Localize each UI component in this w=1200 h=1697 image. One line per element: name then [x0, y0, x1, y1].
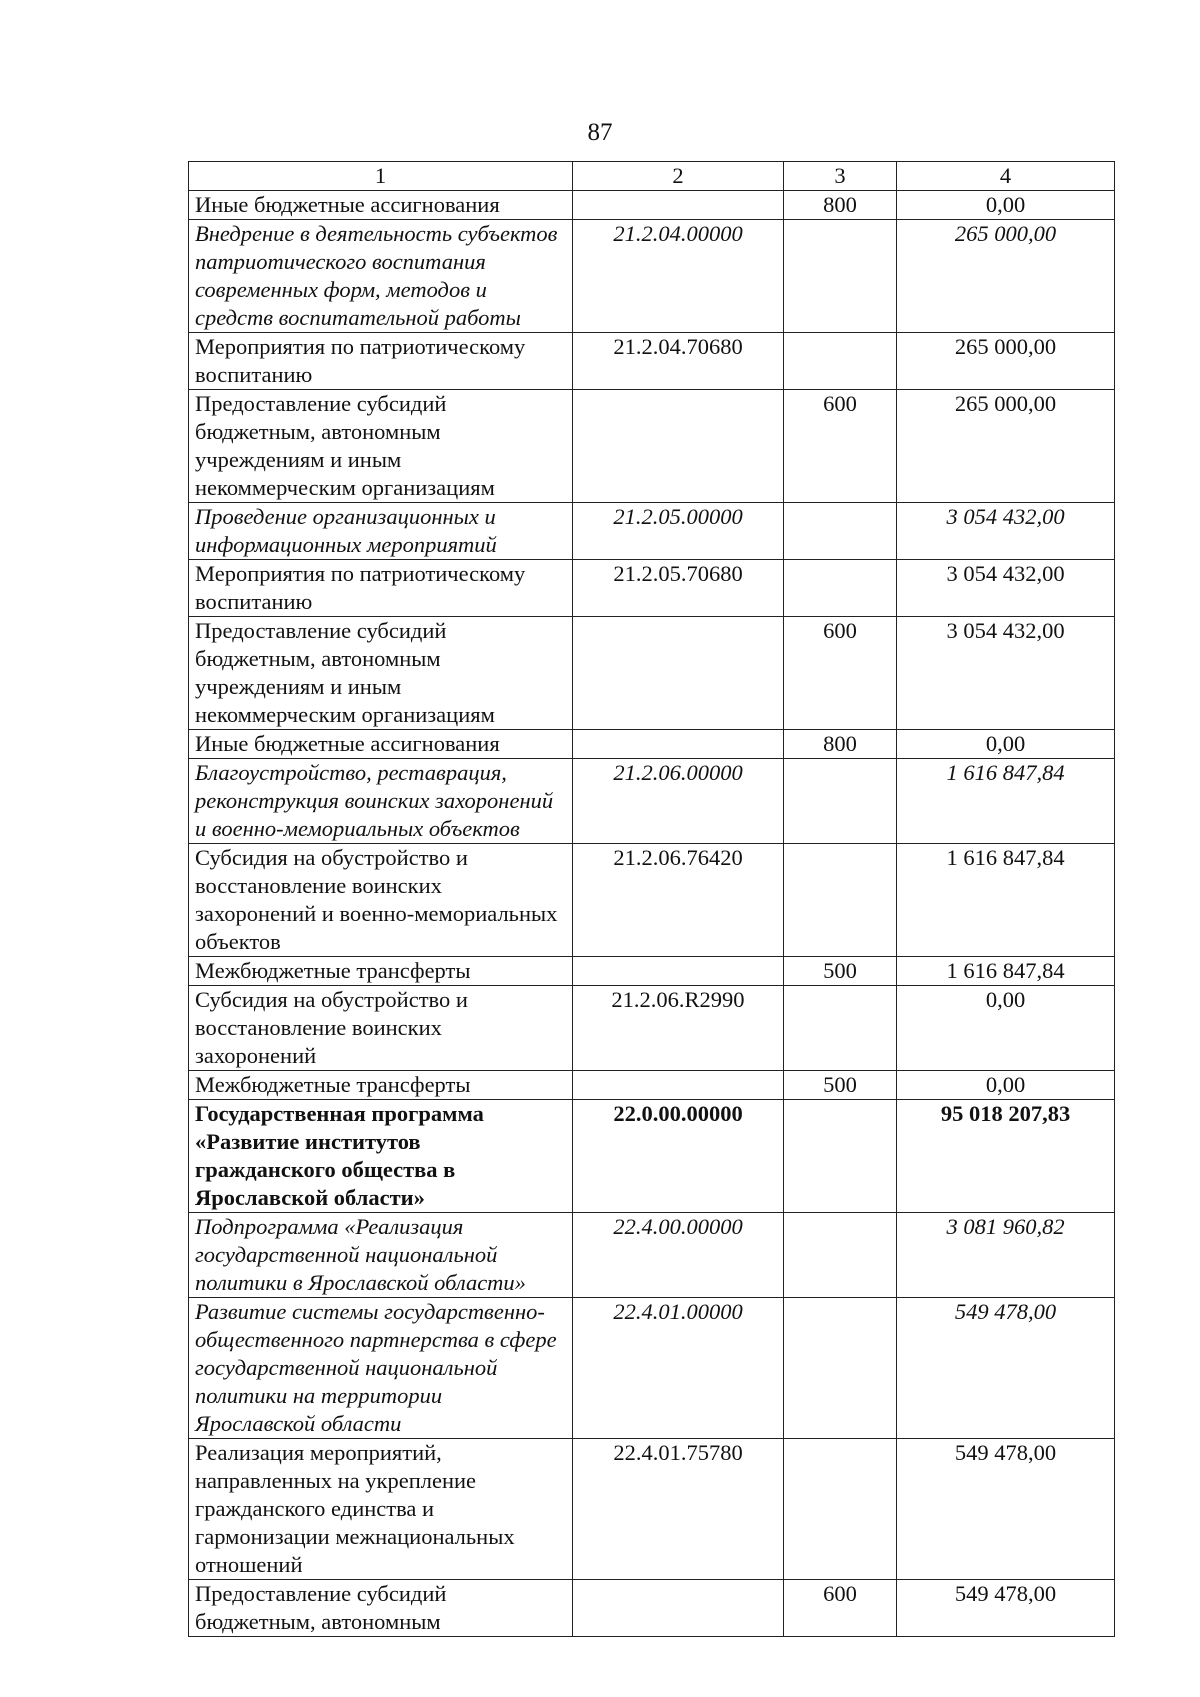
row-amount-cell: 549 478,00: [897, 1580, 1115, 1637]
row-code-cell: [573, 617, 784, 730]
row-code-cell: 22.0.00.00000: [573, 1100, 784, 1213]
row-name-cell: Иные бюджетные ассигнования: [189, 730, 573, 759]
row-type-cell: 500: [784, 1071, 897, 1100]
table-row: [189, 390, 1115, 503]
table-row: [189, 730, 1115, 759]
row-type-cell: 800: [784, 191, 897, 220]
table-row: [189, 617, 1115, 730]
row-code-cell: 22.4.01.75780: [573, 1439, 784, 1580]
row-code-cell: 21.2.05.70680: [573, 560, 784, 617]
table-row: [189, 759, 1115, 844]
row-code-cell: 21.2.06.00000: [573, 759, 784, 844]
row-name-cell: Иные бюджетные ассигнования: [189, 191, 573, 220]
row-code-cell: 21.2.06.76420: [573, 844, 784, 957]
table-row: [189, 1580, 1115, 1637]
row-code-cell: [573, 957, 784, 986]
table-row: [189, 986, 1115, 1071]
row-type-cell: [784, 1439, 897, 1580]
row-amount-cell: 265 000,00: [897, 390, 1115, 503]
table-row: [189, 560, 1115, 617]
row-amount-cell: 1 616 847,84: [897, 759, 1115, 844]
row-amount-cell: 0,00: [897, 1071, 1115, 1100]
row-code-cell: [573, 191, 784, 220]
column-header-3: 3: [784, 162, 897, 191]
row-amount-cell: 3 054 432,00: [897, 560, 1115, 617]
row-amount-cell: 1 616 847,84: [897, 957, 1115, 986]
row-amount-cell: 0,00: [897, 730, 1115, 759]
row-name-cell: Благоустройство, реставрация, реконструкция воинских захоронений и военно-мемориальных объектов: [189, 759, 573, 844]
row-name-cell: Реализация мероприятий, направленных на укрепление гражданского единства и гармонизации межнациональных отношений: [189, 1439, 573, 1580]
row-amount-cell: 3 054 432,00: [897, 617, 1115, 730]
row-name-cell: Субсидия на обустройство и восстановление воинских захоронений и военно-мемориальных объектов: [189, 844, 573, 957]
row-name-cell: Межбюджетные трансферты: [189, 1071, 573, 1100]
table-header-row: [189, 162, 1115, 191]
row-amount-cell: 3 054 432,00: [897, 503, 1115, 560]
row-name-cell: Субсидия на обустройство и восстановление воинских захоронений: [189, 986, 573, 1071]
row-type-cell: [784, 560, 897, 617]
row-type-cell: [784, 1298, 897, 1439]
row-amount-cell: 0,00: [897, 986, 1115, 1071]
row-name-cell: Внедрение в деятельность субъектов патриотического воспитания современных форм, методов и средств воспитательной работы: [189, 220, 573, 333]
row-amount-cell: 1 616 847,84: [897, 844, 1115, 957]
row-amount-cell: 265 000,00: [897, 220, 1115, 333]
row-code-cell: 22.4.00.00000: [573, 1213, 784, 1298]
row-amount-cell: 549 478,00: [897, 1439, 1115, 1580]
row-amount-cell: 0,00: [897, 191, 1115, 220]
table-row: [189, 1298, 1115, 1439]
table-row: [189, 1100, 1115, 1213]
budget-table: [188, 161, 1115, 1637]
table-row: [189, 957, 1115, 986]
column-header-2: 2: [573, 162, 784, 191]
row-name-cell: Предоставление субсидий бюджетным, автономным учреждениям и иным некоммерческим организациям: [189, 617, 573, 730]
table-row: [189, 1439, 1115, 1580]
table-row: [189, 844, 1115, 957]
row-name-cell: Развитие системы государственно-общественного партнерства в сфере государственной национальной политики на территории Ярославской области: [189, 1298, 573, 1439]
row-name-cell: Государственная программа «Развитие институтов гражданского общества в Ярославской области»: [189, 1100, 573, 1213]
row-code-cell: [573, 1580, 784, 1637]
column-header-1: 1: [189, 162, 573, 191]
table-row: [189, 1213, 1115, 1298]
row-amount-cell: 265 000,00: [897, 333, 1115, 390]
row-code-cell: [573, 730, 784, 759]
table-row: [189, 220, 1115, 333]
row-amount-cell: 95 018 207,83: [897, 1100, 1115, 1213]
page-number: 87: [587, 119, 613, 146]
row-code-cell: 21.2.04.00000: [573, 220, 784, 333]
row-type-cell: 800: [784, 730, 897, 759]
row-amount-cell: 549 478,00: [897, 1298, 1115, 1439]
table-row: [189, 191, 1115, 220]
row-amount-cell: 3 081 960,82: [897, 1213, 1115, 1298]
row-type-cell: [784, 220, 897, 333]
row-name-cell: Мероприятия по патриотическому воспитанию: [189, 333, 573, 390]
column-header-4: 4: [897, 162, 1115, 191]
row-name-cell: Подпрограмма «Реализация государственной национальной политики в Ярославской области»: [189, 1213, 573, 1298]
table-row: [189, 333, 1115, 390]
row-type-cell: 600: [784, 1580, 897, 1637]
row-code-cell: 21.2.05.00000: [573, 503, 784, 560]
row-name-cell: Предоставление субсидий бюджетным, автономным: [189, 1580, 573, 1637]
table-row: [189, 503, 1115, 560]
row-name-cell: Межбюджетные трансферты: [189, 957, 573, 986]
row-type-cell: [784, 1213, 897, 1298]
row-code-cell: [573, 390, 784, 503]
row-type-cell: [784, 986, 897, 1071]
row-type-cell: [784, 1100, 897, 1213]
row-code-cell: 22.4.01.00000: [573, 1298, 784, 1439]
row-code-cell: [573, 1071, 784, 1100]
row-name-cell: Предоставление субсидий бюджетным, автономным учреждениям и иным некоммерческим организациям: [189, 390, 573, 503]
row-type-cell: [784, 503, 897, 560]
row-code-cell: 21.2.04.70680: [573, 333, 784, 390]
row-name-cell: Проведение организационных и информационных мероприятий: [189, 503, 573, 560]
row-type-cell: 600: [784, 617, 897, 730]
table-row: [189, 1071, 1115, 1100]
row-name-cell: Мероприятия по патриотическому воспитанию: [189, 560, 573, 617]
row-type-cell: [784, 844, 897, 957]
row-type-cell: 600: [784, 390, 897, 503]
row-type-cell: [784, 759, 897, 844]
row-type-cell: 500: [784, 957, 897, 986]
row-code-cell: 21.2.06.R2990: [573, 986, 784, 1071]
row-type-cell: [784, 333, 897, 390]
